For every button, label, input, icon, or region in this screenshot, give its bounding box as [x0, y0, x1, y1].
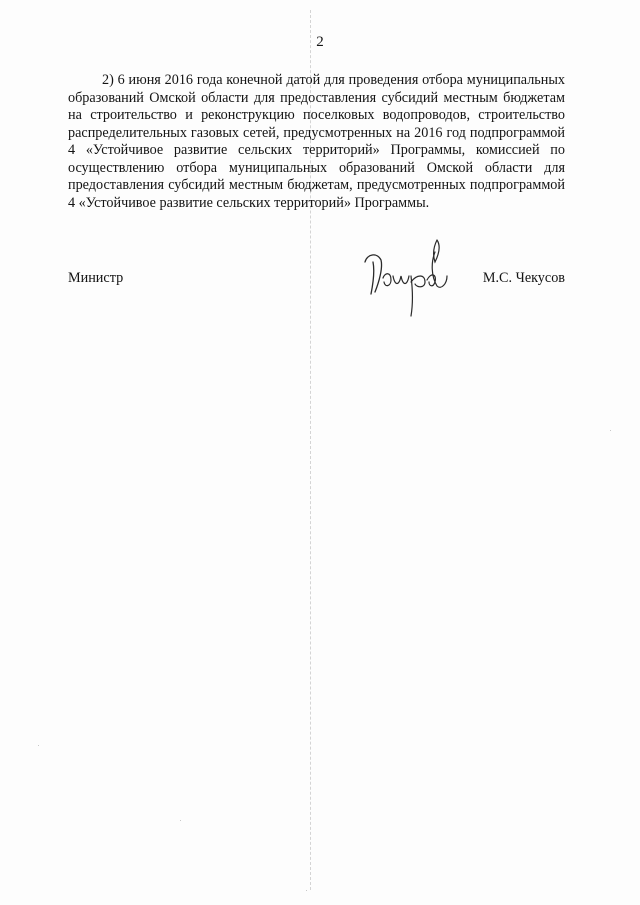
signature-block [68, 270, 565, 290]
handwritten-signature [355, 232, 455, 322]
scan-speck [306, 890, 307, 891]
page-number: 2 [316, 34, 324, 50]
scan-speck [180, 820, 181, 821]
body-paragraph: 2) 6 июня 2016 года конечной датой для проведения отбора муниципальных образований Омской области для предоставления субсидий местным бюджетам на строительство и реконструкцию поселковых водопроводов, строительство распределительных газовых сетей, предусмотренных на 2016 год подпрограммой 4 «Устойчивое развитие сельских территорий» Программы, комиссией по осуществлению отбора муниципальных образований Омской области для предоставления субсидий местным бюджетам, предусмотренных подпрограммой 4 «Устойчивое развитие сельских территорий» Программы. [68, 72, 565, 211]
signatory-name: М.С. Чекусов [482, 270, 565, 286]
signatory-position: Министр [68, 270, 124, 286]
scan-speck [610, 430, 611, 431]
scan-speck [38, 745, 39, 746]
